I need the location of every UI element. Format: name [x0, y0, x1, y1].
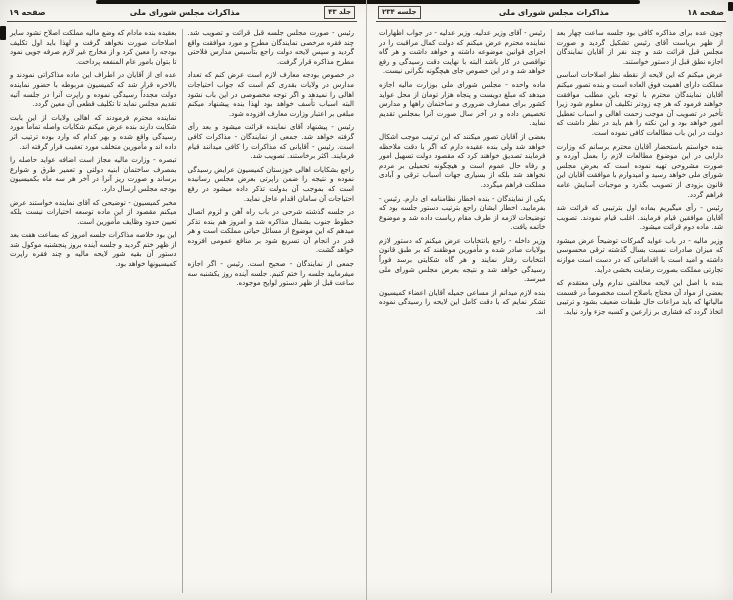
paragraph: رئیس - صورت مجلس جلسه قبل قرائت و تصویب شد. چند فقره مرخصی نمایندگان مطرح و مورد موافقت واقع گردید و سپس لایحه دولت راجع بتأسیس مدارس فلاحتی مطرح مذاکره قرار گرفت. — [187, 29, 354, 66]
paragraph: راجع بشکایات اهالی خوزستان کمیسیون عرایض رسیدگی نموده و نتیجه را ضمن راپرتی بعرض مجلس رسانیده است که بموجب آن بدولت تذکر داده میشود در رفع احتیاجات آن سامان اقدام عاجل نماید. — [187, 165, 354, 203]
page-spine-divider — [366, 0, 367, 600]
page-right — [376, 4, 726, 596]
paragraph: مخبر کمیسیون - توضیحی که آقای نماینده خواستند عرض میکنم مقصود از این ماده توسعه اختیارات نیست بلکه تعیین حدود وظایف مأمورین است. — [10, 198, 177, 226]
page-header-left — [7, 4, 357, 22]
session-label-right: جلسه ۲۳۴ — [378, 6, 421, 19]
page-number-left: صفحه ۱۹ — [9, 8, 46, 17]
header-title-left: مذاکرات مجلس شورای ملی — [129, 8, 240, 17]
paragraph: ماده واحده - مجلس شورای ملی بوزارت مالیه اجازه میدهد که مبلغ دویست و پنجاه هزار تومان از محل عواید کشور برای مصارف ضروری و ساختمان راهها و مدارس تخصیص داده و در آخر سال صورت آنرا بمجلس تقدیم نماید. — [379, 80, 546, 128]
paragraph: این بود خلاصه مذاکرات جلسه امروز که بساعت هفت بعد از ظهر ختم گردید و جلسه آینده بروز پنجشنبه موکول شد دستور آن بقیه شور لایحه مالیه و چند فقره راپرت کمیسیونها خواهد بود. — [10, 231, 177, 269]
paragraph: وزیر داخله - راجع بانتخابات عرض میکنم که دستور لازم بولایات صادر شده و مأمورین موظفند که بر طبق قانون انتخابات رفتار نمایند و هر گاه شکایتی برسد فوراً رسیدگی خواهد شد و نتیجه بعرض مجلس شورای ملی میرسد. — [379, 236, 546, 284]
paragraph: یکی از نمایندگان - بنده اخطار نظامنامه ای دارم. رئیس - بفرمایید. اخطار ایشان راجع بترتیب دستور جلسه بود که توضیحات لازمه از طرف مقام ریاست داده شد و موضوع خاتمه یافت. — [379, 194, 546, 232]
paragraph: بعضی از آقایان تصور میکنند که این ترتیب موجب اشکال خواهد شد ولی بنده عقیده دارم که اگر با دقت ملاحظه فرمایند تصدیق خواهند کرد که مقصود دولت تسهیل امور و رفاه حال عموم است و هیچگونه تحمیلی بر مردم نخواهد شد بلکه از بسیاری جهات اسباب ترقی و آبادی مملکت فراهم میگردد. — [379, 132, 546, 189]
column-divider — [551, 29, 552, 593]
paragraph: تبصره - وزارت مالیه مجاز است اضافه عواید حاصله را بمصرف ساختمان ابنیه دولتی و تعمیر طرق و شوارع برساند و صورت ریز آنرا در آخر هر سه ماه بکمیسیون بودجه مجلس ارسال دارد. — [10, 156, 177, 193]
paragraph: رئیس - رأی میگیریم بماده اول بترتیبی که قرائت شد آقایان موافقین قیام فرمایند. اغلب قیام نمودند. تصویب شد. ماده دوم قرائت میشود. — [556, 204, 723, 232]
paragraph: عرض میکنم که این لایحه از نقطه نظر اصلاحات اساسی مملکت دارای اهمیت فوق العاده است و بنده تصور میکنم آقایان نمایندگان محترم با توجه باین مطلب موافقت خواهند فرمود که هر چه زودتر تکلیف آن معلوم شود زیرا تأخیر در تصویب آن موجب زحمت اهالی و اسباب تعطیل امور خواهد بود و این نکته را هم باید در نظر داشت که دولت در این باب مطالعات کافی نموده است. — [556, 71, 723, 137]
text-columns-right — [376, 27, 726, 595]
page-number-right: صفحه ۱۸ — [687, 8, 724, 17]
column-divider — [182, 29, 183, 593]
paragraph: نماینده محترم فرمودند که اهالی ولایات از این بابت شکایت دارند بنده عرض میکنم شکایات واصله تماماً مورد رسیدگی واقع شده و بهر کدام که وارد بوده ترتیب اثر داده اند و مأمورین متخلف مورد تعقیب قرار گرفته اند. — [10, 113, 177, 151]
paragraph: چون عده برای مذاکره کافی بود جلسه ساعت چهار بعد از ظهر بریاست آقای رئیس تشکیل گردید و صورت مجلس قبل قرائت شد و چند نفر از آقایان نمایندگان اجازه نطق قبل از دستور خواستند. — [556, 29, 723, 66]
text-column — [7, 27, 180, 595]
paragraph: وزیر مالیه - در باب عواید گمرکات توضیحاً عرض میشود که میزان صادرات نسبت بسال گذشته ترقی محسوسی داشته و امید است با اقداماتی که در دست است موازنه تجارتی مملکت بصورت رضایت بخشی درآید. — [556, 236, 723, 274]
paragraph: در خصوص بودجه معارف لازم است عرض کنم که تعداد مدارس در ولایات بقدری کم است که جواب احتیاجات اهالی را نمیدهد و اگر توجه مخصوصی در این باب نشود البته اسباب تأسف خواهد بود لهذا بنده پیشنهاد میکنم مبلغی بر اعتبار وزارت معارف افزوده شود. — [187, 71, 354, 118]
header-title-right: مذاکرات مجلس شورای ملی — [498, 8, 610, 17]
page-left — [7, 4, 357, 596]
text-column — [185, 27, 358, 595]
text-column — [554, 27, 727, 595]
paragraph: عده ای از آقایان در اطراف این ماده مذاکراتی نمودند و بالاخره قرار شد که کمیسیون مربوطه با حضور نماینده دولت مجدداً رسیدگی نموده و راپرت آنرا در جلسه آتیه تقدیم مجلس نماید تا تکلیف قطعی آن معین گردد. — [10, 71, 177, 109]
paragraph: بنده خواستم باستحضار آقایان محترم برسانم که وزارت دارایی در این موضوع مطالعات لازم را بعمل آورده و صورت مشروحی تهیه نموده است که بعرض مجلس شورای ملی خواهد رسید و امیدوارم با موافقت آقایان این قانون بزودی از تصویب بگذرد و موجبات آسایش عامه فراهم گردد. — [556, 142, 723, 199]
paragraph: جمعی از نمایندگان - صحیح است. رئیس - اگر اجازه میفرمایید جلسه را ختم کنیم. جلسه آینده روز یکشنبه سه ساعت قبل از ظهر دستور لوایح موجوده. — [187, 260, 354, 288]
paragraph: رئیس - آقای وزیر عدلیه. وزیر عدلیه - در جواب اظهارات نماینده محترم عرض میکنم که دولت کمال مراقبت را در اجرای قوانین موضوعه داشته و خواهد داشت و هر گاه نواقصی در کار باشد البته با نهایت دقت رسیدگی و رفع خواهد شد و در این خصوص جای هیچگونه نگرانی نیست. — [379, 29, 546, 76]
scan-artifact-left-blob — [0, 26, 6, 40]
paragraph: رئیس - پیشنهاد آقای نماینده قرائت میشود و بعد رأی گرفته خواهد شد. جمعی از نمایندگان - مذاکرات کافی است. رئیس - آقایانی که مذاکرات را کافی میدانند قیام فرمایند. اکثر برخاستند. تصویب شد. — [187, 123, 354, 161]
scan-artifact-right-blob — [728, 2, 733, 11]
volume-label-left: جلد ۴۳ — [324, 6, 355, 19]
paragraph: بنده لازم میدانم از مساعی جمیله آقایان اعضاء کمیسیون تشکر نمایم که با دقت کامل این لایحه را رسیدگی نموده اند. — [379, 288, 546, 317]
text-column — [376, 27, 549, 595]
page-header-right — [376, 4, 726, 22]
paragraph: در جلسه گذشته شرحی در باب راه آهن و لزوم اتصال خطوط جنوب بشمال مذاکره شد و امروز هم بنده تذکر میدهم که این موضوع از مسائل حیاتی مملکت است و هر قدر در انجام آن تسریع شود بر منافع عمومی افزوده خواهد گشت. — [187, 208, 354, 255]
text-columns-left — [7, 27, 357, 595]
paragraph: بنده با اصل این لایحه مخالفتی ندارم ولی معتقدم که بعضی از مواد آن محتاج باصلاح است مخصوصاً در قسمت مالیاتها که باید مراعات حال طبقات ضعیف بشود و ترتیبی اتخاذ گردد که فشاری بر زارعین و کسبه جزء وارد نیاید. — [556, 279, 723, 317]
paragraph: بعقیده بنده مادام که وضع مالیه مملکت اصلاح نشود سایر اصلاحات صورت نخواهد گرفت و لهذا باید اول تکلیف بودجه را معین کرد و از مخارج غیر لازم صرفه جویی نمود تا بتوان بامور عام المنفعه پرداخت. — [10, 29, 177, 66]
